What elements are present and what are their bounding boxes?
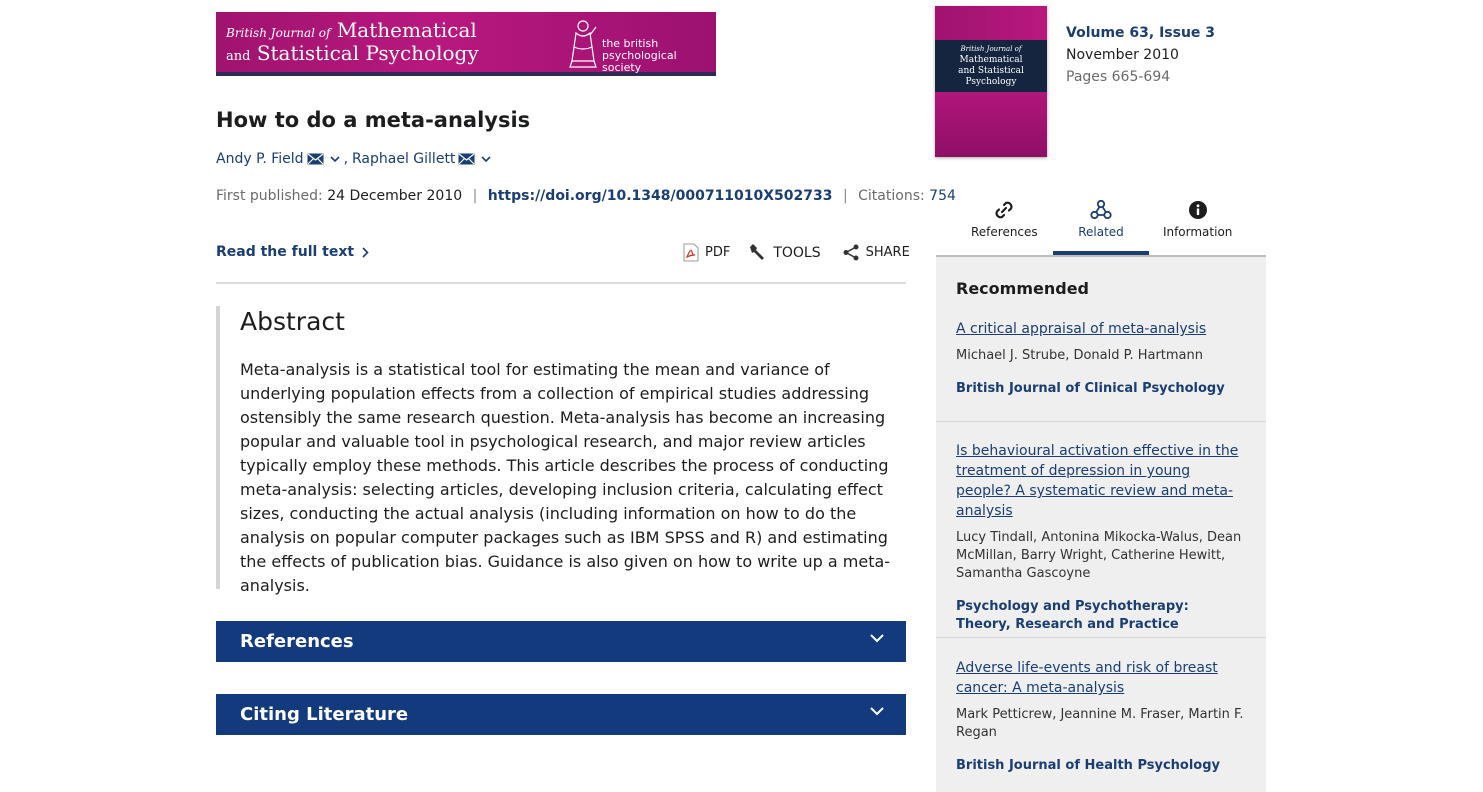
recommended-heading: Recommended [956,279,1089,298]
divider [936,421,1266,422]
cover-top-band [935,6,1047,40]
share-button[interactable] [843,244,910,261]
recommended-authors: Michael J. Strube, Donald P. Hartmann [956,348,1204,363]
recommended-panel [936,257,1266,792]
tools-label: TOOLS [773,244,821,261]
cover-title-line: Mathematical [959,55,1023,65]
society-name [602,38,716,74]
recommended-journal[interactable]: Psychology and Psychotherapy: Theory, Research and Practice [956,599,1189,632]
read-full-text-label: Read the full text [216,244,355,260]
list-item [956,319,1246,398]
cover-title-line: British Journal of [960,45,1022,53]
banner-line2-small: and [226,49,251,64]
issue-info [1066,22,1215,88]
pdf-label: PDF [705,245,731,260]
banner-line2-big: Statistical Psychology [256,41,479,65]
sidebar-tabs [956,195,1246,255]
cover-bottom-band [935,92,1047,157]
society-line-1: the british [602,37,659,50]
journal-cover[interactable] [935,6,1047,157]
cover-title-line: Psychology [965,77,1017,87]
cover-title [935,40,1047,92]
divider [936,637,1266,638]
link-icon [993,199,1015,221]
citations-label: Citations: [858,188,925,204]
divider [216,282,906,284]
chevron-down-icon [870,634,884,643]
pdf-icon [683,243,699,262]
author-name[interactable]: Andy P. Field [216,151,304,167]
email-icon[interactable] [307,153,324,165]
recommended-journal[interactable]: British Journal of Clinical Psychology [956,381,1225,396]
society-line-2: psychological society [602,49,677,74]
citations-count[interactable]: 754 [929,188,956,204]
list-item [956,658,1246,775]
separator: | [472,188,478,204]
citing-literature-accordion[interactable] [216,694,906,735]
article-title: How to do a meta-analysis [216,108,531,132]
publication-info [216,188,956,204]
author-name[interactable]: Raphael Gillett [352,151,456,167]
chevron-down-icon [870,707,884,716]
email-icon[interactable] [458,153,475,165]
related-icon [1090,199,1112,221]
tools-button[interactable] [748,243,820,262]
author-separator: , [343,151,349,167]
recommended-title-link[interactable]: Is behavioural activation effective in the treatment of depression in young people? A systematic review and meta-analysis [956,443,1239,519]
banner-line1-small: British Journal of [226,26,331,40]
recommended-title-link[interactable]: A critical appraisal of meta-analysis [956,321,1207,337]
separator: | [842,188,848,204]
cover-title-line: and Statistical [958,66,1024,76]
banner-line1-big: Mathematical [336,18,477,42]
abstract-section [216,306,906,595]
banner-line-1 [226,18,477,42]
abstract-heading: Abstract [240,307,345,336]
pdf-button[interactable] [683,243,730,262]
citing-literature-label: Citing Literature [240,704,409,725]
recommended-authors: Lucy Tindall, Antonina Mikocka-Walus, Dean McMillan, Barry Wright, Catherine Hewitt, Samantha Gascoyne [956,530,1242,581]
article-tools [683,243,910,262]
tab-label: Information [1162,225,1233,239]
first-published-date: 24 December 2010 [327,188,463,204]
issue-date: November 2010 [1066,47,1179,63]
doi-link[interactable]: https://doi.org/10.1348/000711010X502733 [487,188,833,204]
banner-line-2 [226,41,479,65]
read-full-text-link[interactable] [216,244,369,260]
share-label: SHARE [865,245,910,260]
recommended-journal[interactable]: British Journal of Health Psychology [956,758,1221,773]
abstract-text: Meta-analysis is a statistical tool for estimating the mean and variance of underlying population effects from a collection of empirical studies addressing ostensibly the same research question. Meta-analysis has become an increasing popular and valuable tool in psychological research, and major review articles typically employ these methods. This article describes the process of conducting meta-analysis: selecting articles, developing inclusion criteria, calculating effect sizes, conducting the actual analysis (including information on how to do the analysis on popular computer packages such as IBM SPSS and R) and estimating the effects of publication bias. Guidance is also given on how to write up a meta-analysis. [240,360,891,595]
journal-banner[interactable] [216,12,716,76]
wrench-icon [748,243,767,262]
tab-references[interactable] [956,195,1053,255]
references-accordion[interactable] [216,621,906,662]
chevron-right-icon [362,247,369,258]
tab-related[interactable] [1053,195,1150,255]
chevron-down-icon[interactable] [330,156,340,163]
author-list [216,151,495,167]
first-published-label: First published: [216,188,323,204]
share-icon [843,244,860,261]
tab-label: Related [1078,225,1124,239]
recommended-title-link[interactable]: Adverse life-events and risk of breast cancer: A meta-analysis [956,660,1218,696]
tab-information[interactable] [1149,195,1246,255]
society-figure-icon [566,17,600,71]
chevron-down-icon[interactable] [481,156,491,163]
issue-pages: Pages 665-694 [1066,69,1171,85]
recommended-authors: Mark Petticrew, Jeannine M. Fraser, Martin F. Regan [956,707,1244,740]
references-accordion-label: References [240,631,354,652]
tab-label: References [970,225,1038,239]
volume-issue-link[interactable]: Volume 63, Issue 3 [1066,25,1216,41]
info-icon [1188,200,1208,220]
list-item [956,441,1246,634]
